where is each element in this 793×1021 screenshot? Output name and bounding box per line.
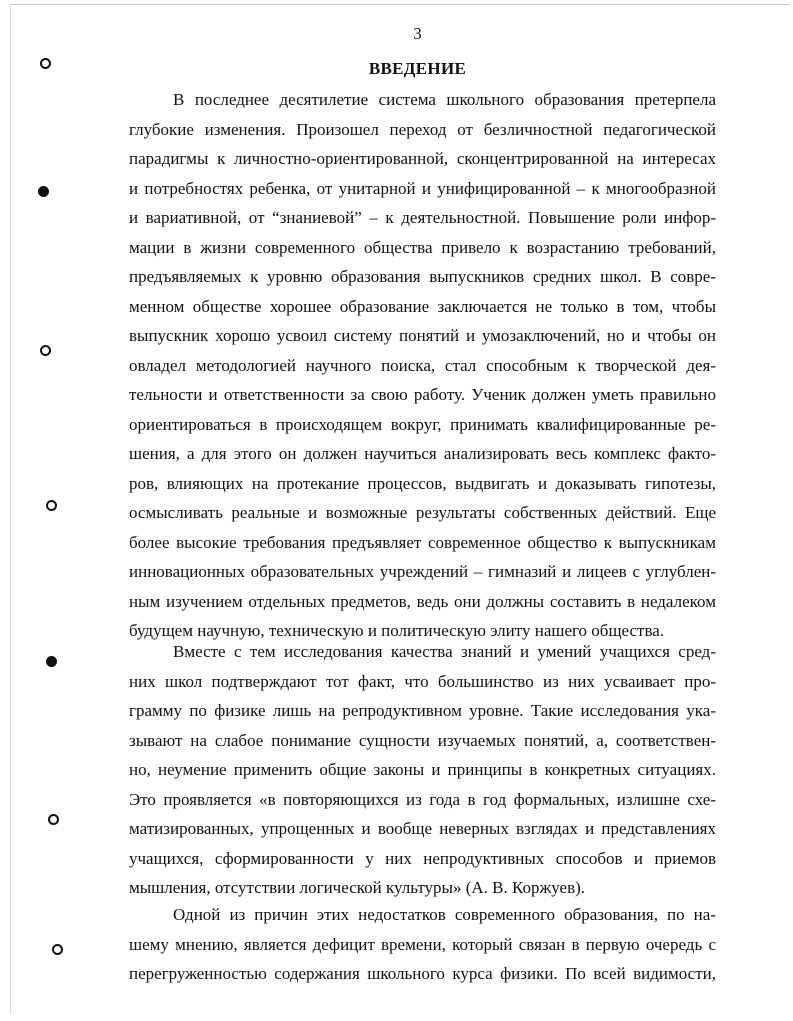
- binding-hole-mark: [48, 814, 59, 825]
- scan-edge-top: [10, 4, 790, 5]
- text-line: мышления, отсутствии логической культуры» (А. В. Коржуев).: [129, 878, 586, 897]
- text-line: менном обществе хорошее образование заключается не только в том, чтобы: [129, 296, 716, 316]
- text-line: Одной из причин этих недостатков современного образования, по на-: [173, 905, 716, 924]
- binding-hole-mark: [38, 186, 49, 197]
- text-line: овладел методологией научного поиска, стал способным к творческой дея-: [129, 355, 716, 375]
- text-line: зывают на слабое понимание сущности изучаемых понятий, а, соответствен-: [129, 730, 716, 750]
- text-line: учащихся, сформированности у них непродуктивных способов и приемов: [129, 848, 716, 868]
- text-line: но, неумение применить общие законы и принципы в конкретных ситуациях.: [129, 760, 716, 779]
- binding-hole-mark: [46, 500, 57, 511]
- text-line: матизированных, упрощенных и вообще неверных взглядах и представлениях: [129, 819, 716, 838]
- text-line: шения, а для этого он должен научиться анализировать весь комплекс факто-: [129, 444, 716, 463]
- paragraph-1: [129, 85, 716, 646]
- text-line: и вариативной, от “знаниевой” – к деятельностной. Повышение роли инфор-: [129, 208, 716, 227]
- binding-hole-mark: [46, 656, 57, 667]
- text-line: ориентироваться в происходящем вокруг, принимать квалифицированные ре-: [129, 414, 716, 434]
- text-line: парадигмы к личностно-ориентированной, сконцентрированной на интересах: [129, 149, 716, 168]
- text-line: будущем научную, техническую и политическую элиту нашего общества.: [129, 621, 665, 640]
- paragraph-2: [129, 637, 716, 903]
- text-line: предъявляемых к уровню образования выпускников средних школ. В совре-: [129, 267, 716, 286]
- text-line: ров, влияющих на протекание процессов, выдвигать и доказывать гипотезы,: [129, 473, 716, 493]
- text-line: В последнее десятилетие система школьного образования претерпела: [173, 90, 716, 109]
- text-line: инновационных образовательных учреждений – гимназий и лицеев с углублен-: [129, 562, 716, 581]
- text-line: мации в жизни современного общества привело к возрастанию требований,: [129, 237, 716, 257]
- page-title: ВВЕДЕНИЕ: [368, 59, 467, 78]
- scan-edge-left: [10, 4, 11, 1014]
- text-line: и потребностях ребенка, от унитарной и унифицированной – к многообразной: [129, 178, 716, 198]
- text-line: осмысливать реальные и возможные результаты собственных действий. Еще: [129, 503, 716, 522]
- text-line: Вместе с тем исследования качества знаний и умений учащихся сред-: [173, 642, 716, 661]
- text-line: ным изучением отдельных предметов, ведь они должны составить в недалеком: [129, 591, 716, 611]
- text-line: более высокие требования предъявляет современное общество к выпускникам: [129, 532, 716, 552]
- binding-hole-mark: [40, 345, 51, 356]
- text-line: перегруженностью содержания школьного курса физики. По всей видимости,: [129, 964, 716, 983]
- text-line: грамму по физике лишь на репродуктивном уровне. Такие исследования ука-: [129, 701, 716, 720]
- text-line: глубокие изменения. Произошел переход от безличностной педагогической: [129, 119, 716, 139]
- text-line: них школ подтверждают тот факт, что большинство из них усваивает про-: [129, 671, 716, 691]
- text-line: Это проявляется «в повторяющихся из года в год формальных, излишне схе-: [129, 789, 716, 809]
- text-line: выпускник хорошо усвоил систему понятий и умозаключений, но и чтобы он: [129, 326, 716, 345]
- paragraph-3: [129, 900, 716, 989]
- text-line: шему мнению, является дефицит времени, который связан в первую очередь с: [129, 934, 716, 954]
- binding-hole-mark: [52, 944, 63, 955]
- page-number: 3: [413, 24, 422, 43]
- text-line: тельности и ответственности за свою работу. Ученик должен уметь правильно: [129, 385, 716, 404]
